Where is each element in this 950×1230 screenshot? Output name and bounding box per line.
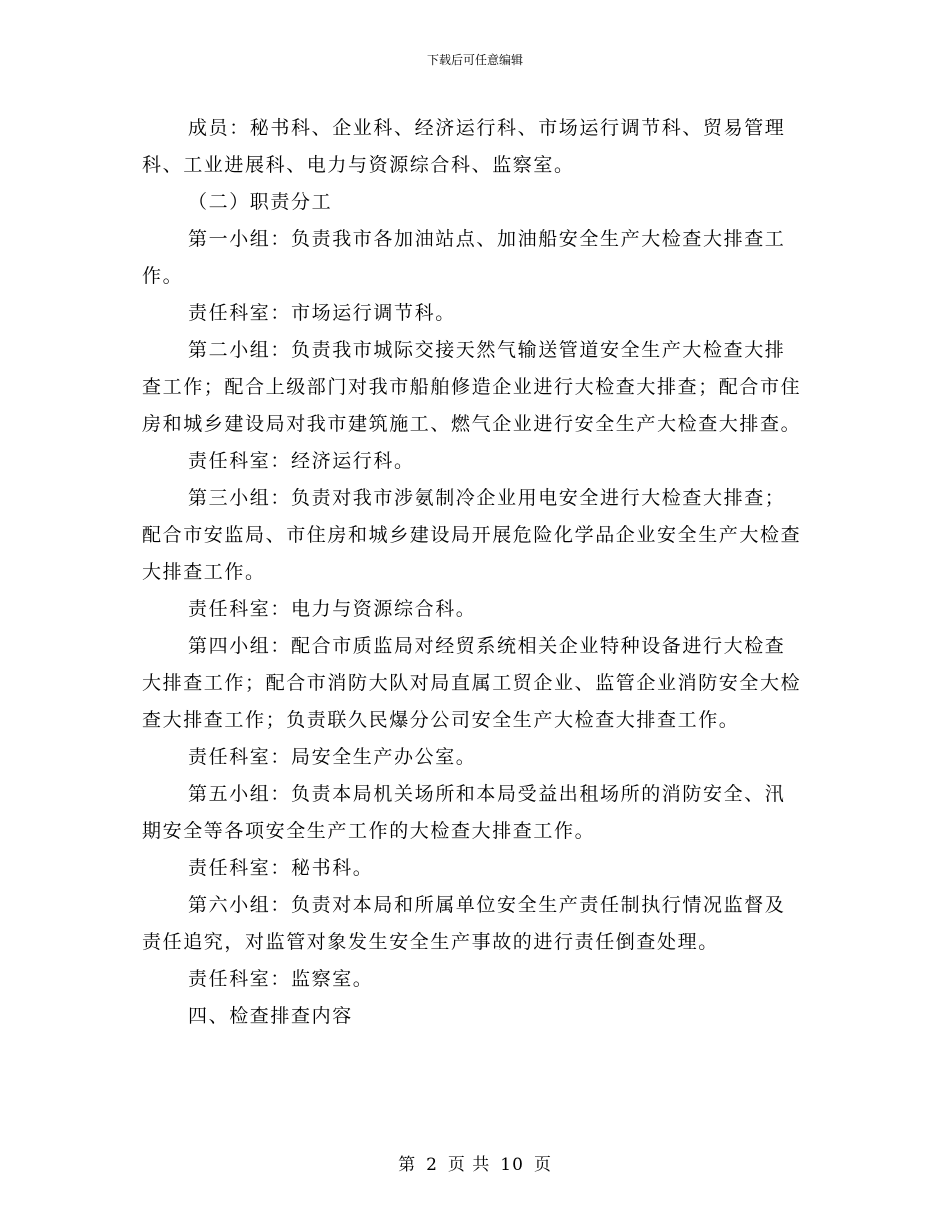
paragraph-group-4: 第四小组：配合市质监局对经贸系统相关企业特种设备进行大检查大排查工作；配合市消防大队对局直属工贸企业、监管企业消防安全大检查大排查工作；负责联久民爆分公司安全生产大检查大排查工作。	[142, 635, 802, 731]
paragraph-group-1: 第一小组：负责我市各加油站点、加油船安全生产大检查大排查工作。	[142, 228, 786, 287]
footer-page-number: 2	[426, 1155, 438, 1175]
footer-prefix: 第	[398, 1155, 417, 1175]
page-footer	[0, 1154, 950, 1176]
paragraph-dept-3: 责任科室：电力与资源综合科。	[188, 598, 477, 620]
footer-suffix: 页	[533, 1155, 552, 1175]
paragraph-dept-2: 责任科室：经济运行科。	[188, 450, 415, 472]
paragraph-group-6: 第六小组：负责对本局和所属单位安全生产责任制执行情况监督及责任追究，对监管对象发生安全生产事故的进行责任倒查处理。	[142, 894, 786, 953]
paragraph-section-heading: （二）职责分工	[188, 191, 333, 213]
paragraph-section-4-heading: 四、检查排查内容	[188, 1005, 353, 1027]
paragraph-dept-5: 责任科室：秘书科。	[188, 857, 374, 879]
paragraph-dept-1: 责任科室：市场运行调节科。	[188, 302, 456, 324]
footer-total-pages: 10	[500, 1155, 524, 1175]
document-body	[142, 110, 804, 1035]
paragraph-group-2: 第二小组：负责我市城际交接天然气输送管道安全生产大检查大排查工作；配合上级部门对我市船舶修造企业进行大检查大排查；配合市住房和城乡建设局对我市建筑施工、燃气企业进行安全生产大检查大排查。	[142, 339, 802, 435]
paragraph-dept-6: 责任科室：监察室。	[188, 968, 374, 990]
paragraph-dept-4: 责任科室：局安全生产办公室。	[188, 746, 477, 768]
paragraph-group-3: 第三小组：负责对我市涉氨制冷企业用电安全进行大检查大排查；配合市安监局、市住房和城乡建设局开展危险化学品企业安全生产大检查大排查工作。	[142, 487, 802, 583]
paragraph-group-5: 第五小组：负责本局机关场所和本局受益出租场所的消防安全、汛期安全等各项安全生产工作的大检查大排查工作。	[142, 783, 786, 842]
footer-middle: 页 共	[447, 1155, 491, 1175]
page-header: 下载后可任意编辑	[426, 53, 523, 67]
paragraph-members: 成员：秘书科、企业科、经济运行科、市场运行调节科、贸易管理科、工业进展科、电力与资源综合科、监察室。	[142, 117, 786, 176]
